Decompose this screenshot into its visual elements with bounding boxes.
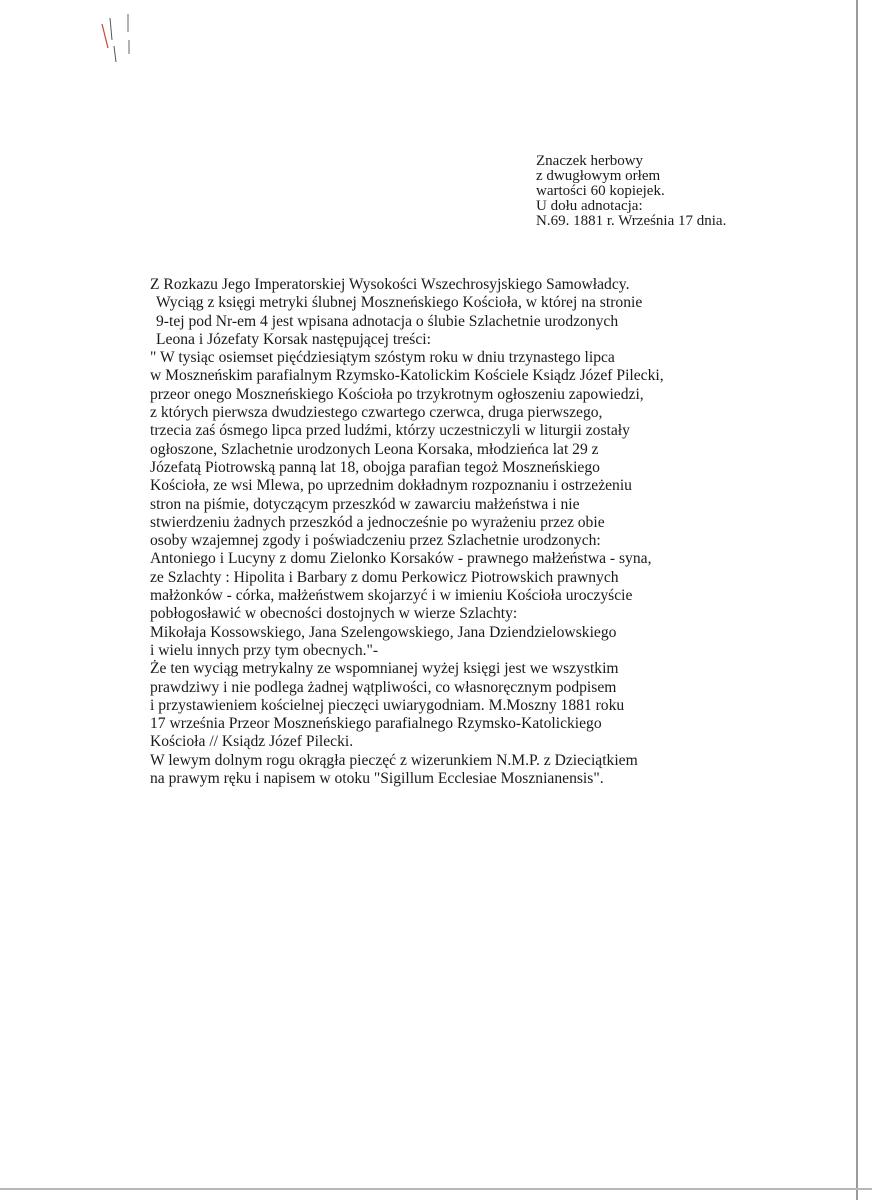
document-body — [150, 276, 664, 788]
body-line: Józefatą Piotrowską panną lat 18, obojga parafian tegoż Moszneńskiego — [150, 458, 600, 476]
body-line: w Moszneńskim parafialnym Rzymsko-Katolickim Kościele Ksiądz Józef Pilecki, — [150, 367, 664, 385]
body-line: pobłogosławić w obecności dostojnych w wierze Szlachty: — [150, 605, 518, 623]
body-line: stwierdzeniu żadnych przeszkód a jednocześnie po wyrażeniu przez obie — [150, 513, 605, 531]
body-line: i wielu innych przy tym obecnych."- — [150, 641, 379, 659]
stamp-note-line: z dwugłowym orłem — [536, 168, 661, 184]
body-line: ze Szlachty : Hipolita i Barbary z domu Perkowicz Piotrowskich prawnych — [150, 568, 619, 586]
body-line: Antoniego i Lucyny z domu Zielonko Korsaków - prawnego małżeństwa - syna, — [150, 550, 652, 568]
body-line: Kościoła // Ksiądz Józef Pilecki. — [150, 733, 354, 751]
body-line: na prawym ręku i napisem w otoku "Sigillum Ecclesiae Mosznianensis". — [150, 770, 604, 788]
body-line: stron na piśmie, dotyczącym przeszkód w zawarciu małżeństwa i nie — [150, 495, 580, 513]
scan-edge-bottom — [0, 1188, 872, 1190]
body-line: Z Rozkazu Jego Imperatorskiej Wysokości Wszechrosyjskiego Samowładcy. — [150, 276, 630, 293]
body-line: prawdziwy i nie podlega żadnej wątpliwości, co własnoręcznym podpisem — [150, 678, 617, 696]
stamp-note-line: U dołu adnotacja: — [536, 198, 643, 214]
body-line: Kościoła, ze wsi Mlewa, po uprzednim dokładnym rozpoznaniu i ostrzeżeniu — [150, 477, 632, 495]
body-line: i przystawieniem kościelnej pieczęci uwiarygodniam. M.Moszny 1881 roku — [150, 696, 625, 714]
body-line: Mikołaja Kossowskiego, Jana Szelengowskiego, Jana Dziendzielowskiego — [150, 623, 617, 641]
body-line: W lewym dolnym rogu okrągła pieczęć z wizerunkiem N.M.P. z Dzieciątkiem — [150, 751, 638, 769]
body-line: przeor onego Moszneńskiego Kościoła po trzykrotnym ogłoszeniu zapowiedzi, — [150, 385, 644, 403]
body-line: osoby wzajemnej zgody i poświadczeniu przez Szlachetnie urodzonych: — [150, 532, 601, 550]
body-line: ogłoszone, Szlachetnie urodzonych Leona Korsaka, młodzieńca lat 29 z — [150, 440, 599, 458]
scan-corner-marks — [92, 10, 142, 70]
body-line: 17 września Przeor Moszneńskiego parafialnego Rzymsko-Katolickiego — [150, 715, 602, 733]
body-line: " W tysiąc osiemset pięćdziesiątym szóstym roku w dniu trzynastego lipca — [150, 349, 615, 367]
stamp-annotation — [536, 154, 726, 229]
stamp-note-line: wartości 60 kopiejek. — [536, 183, 665, 199]
scan-edge-right — [856, 0, 858, 1200]
body-line: trzecia zaś ósmego lipca przed ludźmi, którzy uczestniczyli w liturgii zostały — [150, 422, 630, 440]
body-line: Wyciąg z księgi metryki ślubnej Moszneńskiego Kościoła, w której na stronie — [156, 294, 643, 312]
body-line: Że ten wyciąg metrykalny ze wspomnianej wyżej księgi jest we wszystkim — [150, 660, 619, 678]
body-line: 9-tej pod Nr-em 4 jest wpisana adnotacja o ślubie Szlachetnie urodzonych — [156, 312, 619, 330]
stamp-note-line: N.69. 1881 r. Września 17 dnia. — [536, 213, 727, 229]
stamp-note-line: Znaczek herbowy — [536, 153, 644, 169]
body-line: małżonków - córka, małżeństwem skojarzyć i w imieniu Kościoła uroczyście — [150, 587, 633, 605]
body-line: z których pierwsza dwudziestego czwartego czerwca, druga pierwszego, — [150, 404, 603, 422]
body-line: Leona i Józefaty Korsak następującej treści: — [156, 330, 431, 348]
